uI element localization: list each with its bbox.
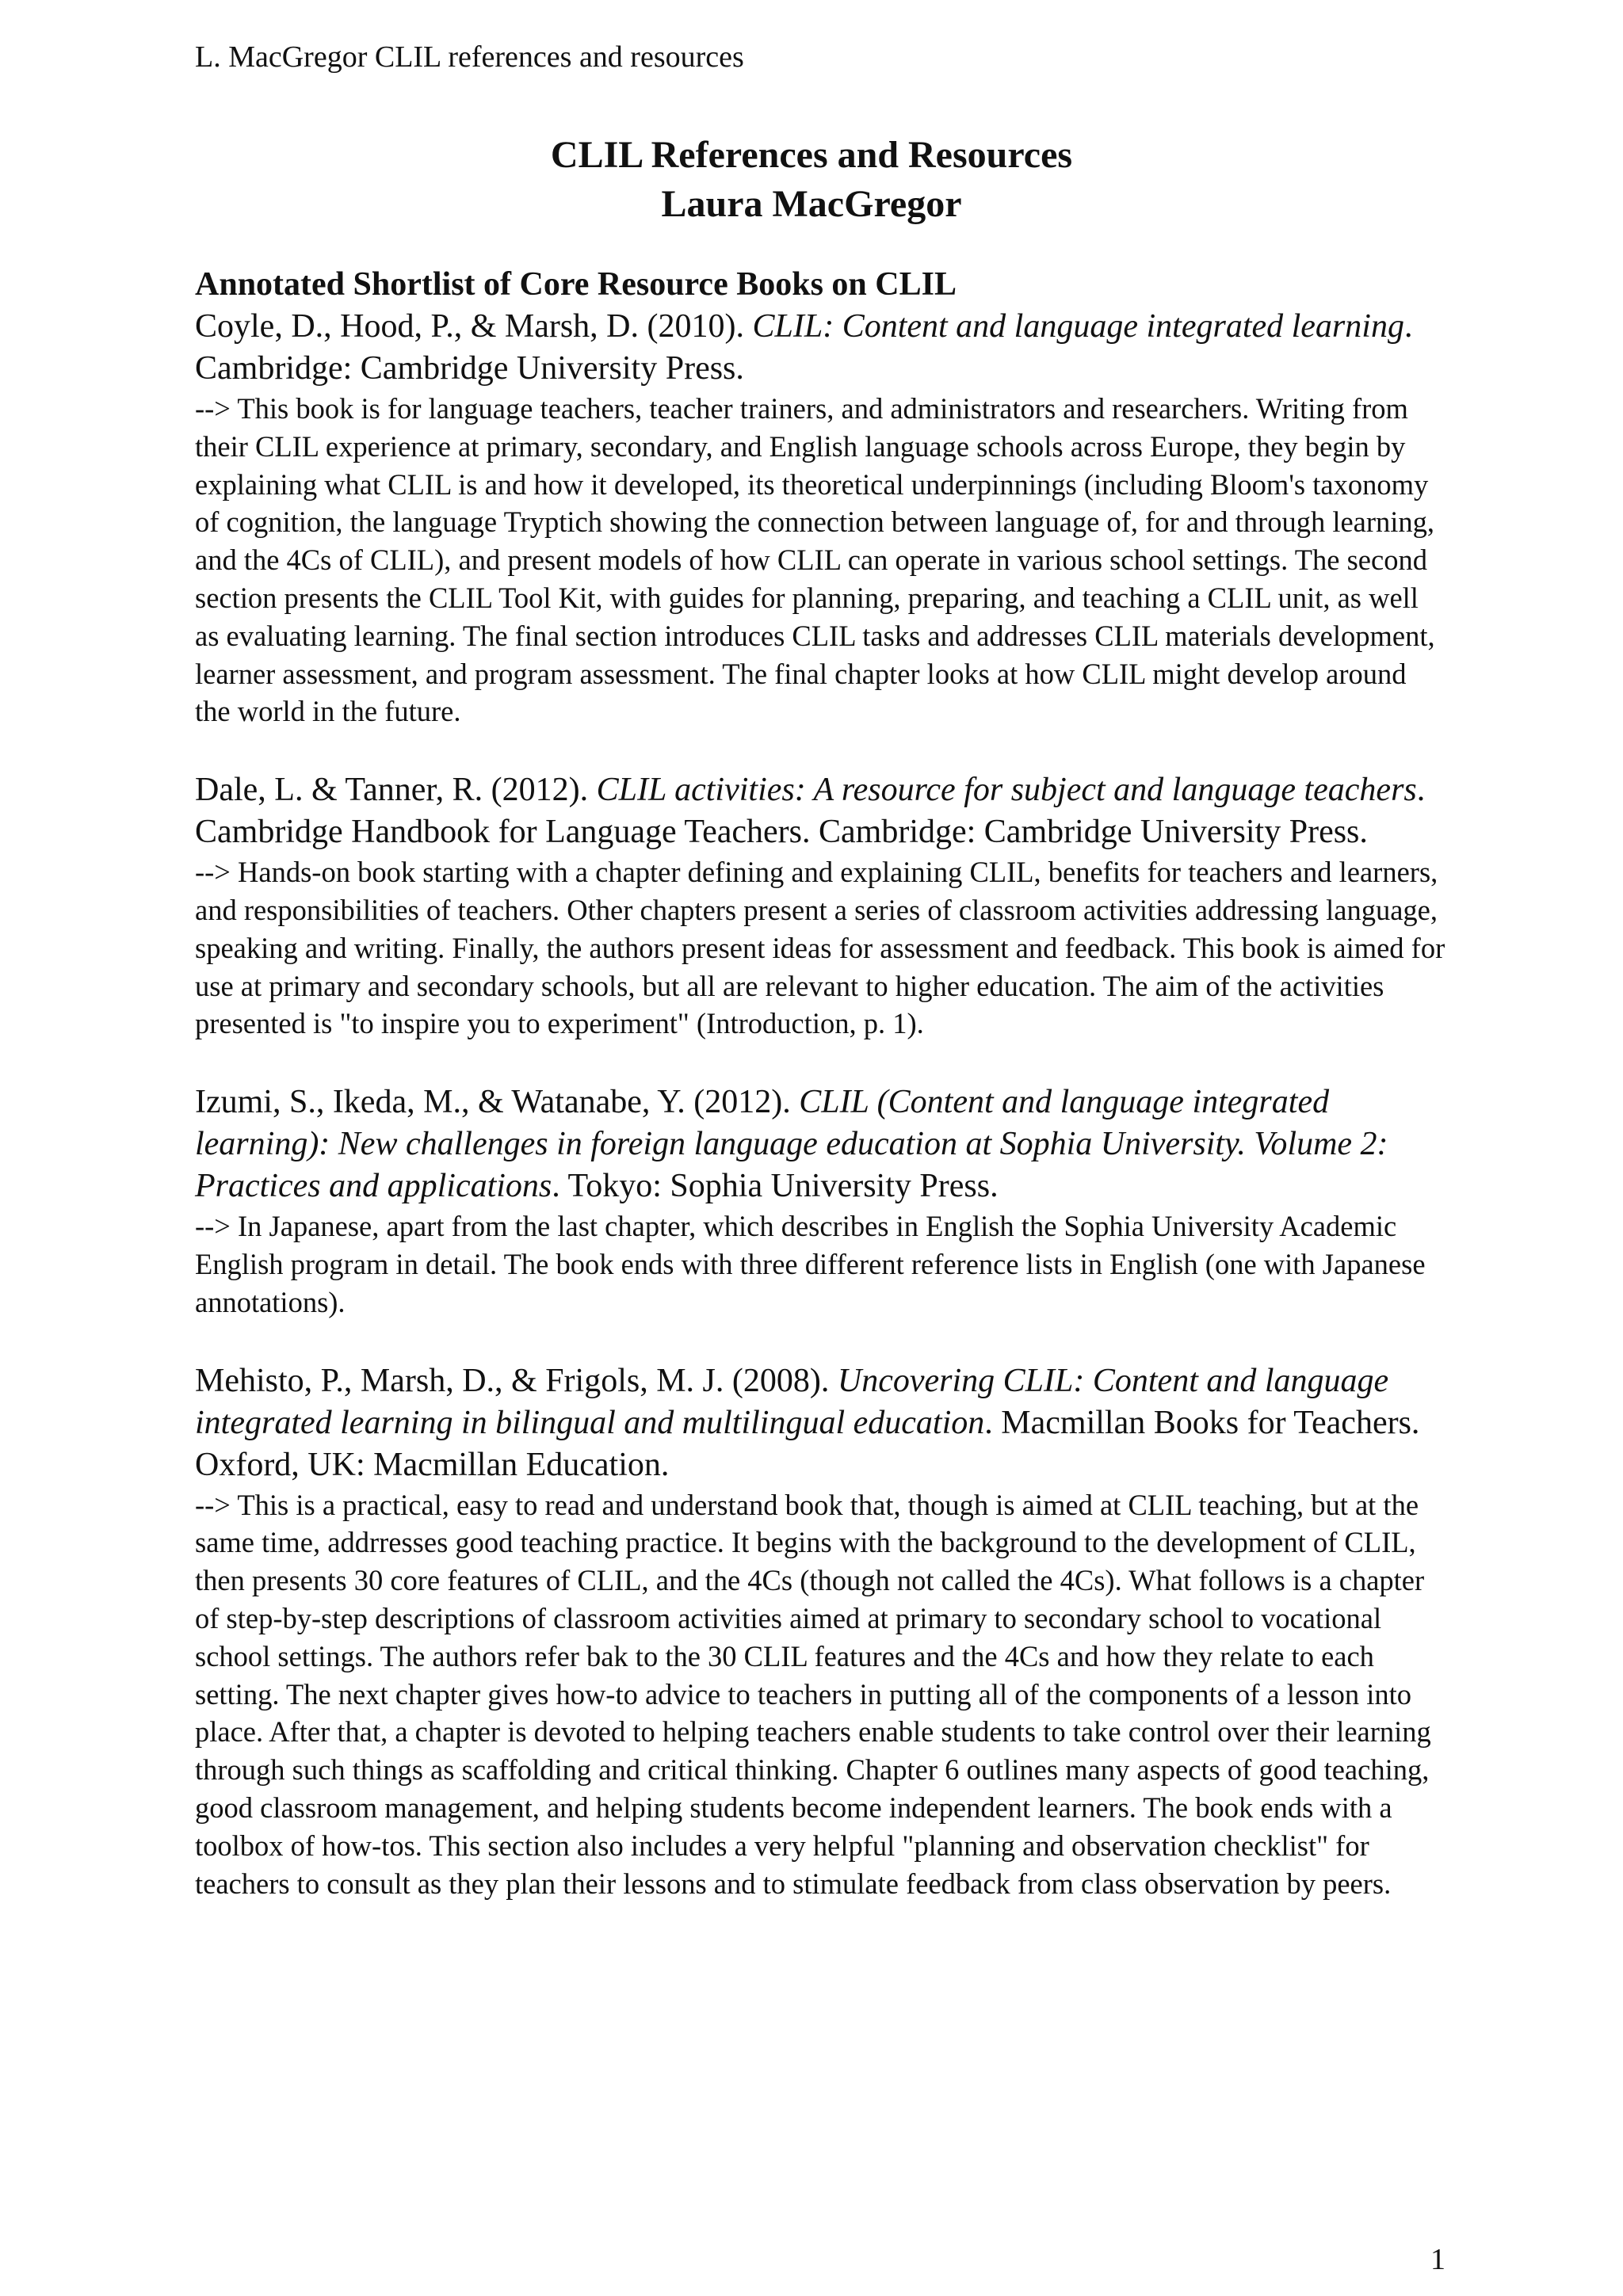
citation-authors: Dale, L. & Tanner, R. (2012). — [195, 772, 597, 809]
citation-publisher: . Macmillan Books for Teachers. Oxford, UK: Macmillan Education. — [195, 1404, 1420, 1483]
reference-entry — [195, 1360, 1447, 1903]
annotation: --> This is a practical, easy to read and understand book that, though is aimed at CLIL teaching, but at the same time, addrresses good teaching practice. It begins with the background to the development of CLIL, then presents 30 core features of CLIL, and the 4Cs (though not called the 4Cs). What follows is a chapter of step-by-step descriptions of classroom activities aimed at primary to secondary school to vocational school settings. The authors refer bak to the 30 CLIL features and the 4Cs and how they relate to each setting. The next chapter gives how-to advice to teachers in putting all of the components of a lesson into place. After that, a chapter is devoted to helping teachers enable students to take control over their learning through such things as scaffolding and critical thinking. Chapter 6 outlines many aspects of good teaching, good classroom management, and helping students become independent learners. The book ends with a toolbox of how-tos. This section also includes a very helpful "planning and observation checklist" for teachers to consult as they plan their lessons and to stimulate feedback from class observation by peers. — [195, 1488, 1431, 1900]
citation-authors: Coyle, D., Hood, P., & Marsh, D. (2010). — [195, 308, 753, 345]
citation-publisher: . Tokyo: Sophia University Press. — [552, 1168, 999, 1205]
reference-entry — [195, 769, 1447, 1043]
reference-entry — [195, 1081, 1447, 1321]
section-heading: Annotated Shortlist of Core Resource Books on CLIL — [195, 266, 957, 303]
citation-authors: Izumi, S., Ikeda, M., & Watanabe, Y. (2012). — [195, 1084, 800, 1121]
document-author: Laura MacGregor — [661, 183, 962, 225]
title-block — [0, 131, 1623, 229]
annotation: --> Hands-on book starting with a chapter defining and explaining CLIL, benefits for teachers and learners, and responsibilities of teachers. Other chapters present a series of classroom activities addressing language, speaking and writing. Finally, the authors present ideas for assessment and feedback. This book is aimed for use at primary and secondary schools, but all are relevant to higher education. The aim of the activities presented is "to inspire you to experiment" (Introduction, p. 1). — [195, 856, 1445, 1040]
document-title: CLIL References and Resources — [550, 134, 1073, 176]
reference-entry — [195, 306, 1447, 730]
annotation: --> In Japanese, apart from the last chapter, which describes in English the Sophia University Academic English program in detail. The book ends with three different reference lists in English (one with Japanese annotations). — [195, 1210, 1426, 1318]
running-header: L. MacGregor CLIL references and resources — [195, 40, 744, 74]
document-body — [195, 263, 1447, 1941]
citation — [195, 769, 1447, 853]
citation — [195, 1081, 1447, 1207]
citation-title: CLIL activities: A resource for subject and language teachers — [596, 772, 1417, 809]
annotation: --> This book is for language teachers, teacher trainers, and administrators and researchers. Writing from their CLIL experience at primary, secondary, and English language schools across Europe, they begin by explaining what CLIL is and how it developed, its theoretical underpinnings (including Bloom's taxonomy of cognition, the language Tryptich showing the connection between language of, for and through learning, and the 4Cs of CLIL), and present models of how CLIL can operate in various school settings. The second section presents the CLIL Tool Kit, with guides for planning, preparing, and teaching a CLIL unit, as well as evaluating learning. The final section introduces CLIL tasks and addresses CLIL materials development, learner assessment, and program assessment. The final chapter looks at how CLIL might develop around the world in the future. — [195, 392, 1435, 728]
citation-title: Uncovering CLIL: Content and language integrated learning in bilingual and multilingual education — [195, 1362, 1389, 1441]
citation-authors: Mehisto, P., Marsh, D., & Frigols, M. J. (2008). — [195, 1362, 838, 1399]
citation — [195, 1360, 1447, 1486]
citation-publisher: . Cambridge: Cambridge University Press. — [195, 308, 1413, 387]
citation-title: CLIL (Content and language integrated learning): New challenges in foreign language education at Sophia University. Volume 2: Practices and applications — [195, 1084, 1388, 1205]
citation-title: CLIL: Content and language integrated learning — [752, 308, 1404, 345]
page-number: 1 — [1430, 2243, 1445, 2276]
citation — [195, 306, 1447, 390]
citation-publisher: . Cambridge Handbook for Language Teachers. Cambridge: Cambridge University Press. — [195, 772, 1426, 851]
